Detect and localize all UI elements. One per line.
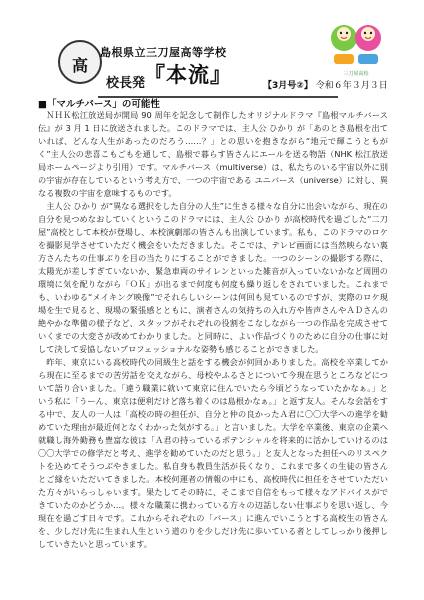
article-paragraph: 昨年、東京にいる高校時代の同級生と話をする機会が何回かありました。高校を卒業してから現在に至るまでの苦労話を交えながら、母校やふるさとについて今現在思うところなどについて語り合いました。「違う職業に就いて東京に住んでいたら今頃どうなっていたかなぁ。」という私に「うーん、東京は便利だけど落ち着くのは島根かなぁ。」と返す友人。そんな会話をする中で、友人の一人は「高校の時の担任が、自分と仲の良かったＡ君に〇〇大学への進学を勧めていた理由が最近何となくわかった気がする。」と言いました。大学を卒業後、東京の企業へ就職し海外勤務も豊富な彼は「Ａ君の持っているポテンシャルを将来的に活かしていけるのは〇〇大学での修学だと考え、進学を勧めていたのだと思う。」と友人となった担任へのリスペクトを込めてそうつぶやきました。私自身も教員生活が長くなり、これまで多くの生徒の皆さんとご縁をいただいてきました。本校何運者の情報の中にも、高校時代に担任をさせていただいた方々がいらっしゃいます。果たしてその時に、そこまで自信をもって様々なアドバイスができていたのかどうか…。様々な職業に携わっている方々の辺話しない仕事ぶりを思い返し、今現在を過ごす日々です。これからそれぞれの「バース」に進んでいこうとする高校生の皆さんを、少しだけ先に生まれ人生という道のりを少しだけ先に歩いている者としてしっかり後押ししていきたいと思っています。 [38, 357, 388, 549]
issue-info [263, 78, 388, 91]
principal-label: 校長発 [106, 76, 146, 91]
article-body [38, 109, 388, 551]
newsletter-title: 『本流』 [144, 62, 232, 87]
article-paragraph: ＮＨＫ松江放送局が開局 90 周年を記念して制作したオリジナルドラマ『島根マルチバース伝』が 3 月 1 日に放送されました。このドラマでは、主人公 ひかり が「あのとき島根を出ていれば、どんな人生があったのだろう……？」との思いを抱きながら“地元で輝こうともがく”主人公の悲喜こもごもを通して、島根で暮らす皆さんにエールを送る物語（NHK 松江放送局ホームページより引用）です。マルチバース（multiverse）は、私たちのいる宇宙以外に別の宇宙が存在しているという考え方で、一つの宇宙である ユニバース（universe）に対し、異なる複数の宇宙を意味するものです。 [38, 110, 388, 198]
article-heading: ■「マルチバース」の可能性 [38, 99, 160, 110]
school-name: 島根県立三刀屋高等学校 [100, 46, 227, 59]
article-paragraph: 主人公 ひかり が“異なる選択をした自分の人生”に生きる様々な自分に出会いながら、現在の自分を見つめなおしていくというこのドラマには、主人公 ひかり が高校時代を過ごした“二刀屋”高校として本校が登場し、本校演劇部の皆さんも出演しています。私も、このドラマのロケを撮影見学させていただく機会をいただきました。そこでは、テレビ画面には当然映らない裏方さんたちの仕事ぶりを目の当たりにすることができました。一つのシーンの撮影する際に、太陽光が差しすぎていないか、緊急車両のサイレンといった雑音が入っていないかなど周囲の環境に気を配りながら「ＯＫ」が出るまで何度も何度も繰り返しをされていました。これまでも、いわゆる“メイキング映像”でそれらしいシーンは何回も見ているのですが、実際のロケ現場を生で見ると、現場の緊張感とともに、演者さんの気持ちの入れ方や皆声さんやＡＤさんの絶やかな準備の様子など、スタッフがそれぞれの役割をこなしながら一つの作品を完成させていくまでの大変さが改めてわかりました。と同時に、よい作品づくりのために自分の仕事に対して決して妥協しないプロフェッショナルな姿勢も感じることができました。 [38, 201, 388, 354]
issue-number: 【3月号②】 [263, 81, 313, 91]
school-logo-text: 高 [71, 56, 88, 75]
mascot-label: 三刀屋高校 [343, 71, 369, 77]
issue-date: 令和６年３月３日 [315, 81, 388, 91]
mascot-icon [328, 18, 384, 70]
school-logo [58, 40, 102, 84]
